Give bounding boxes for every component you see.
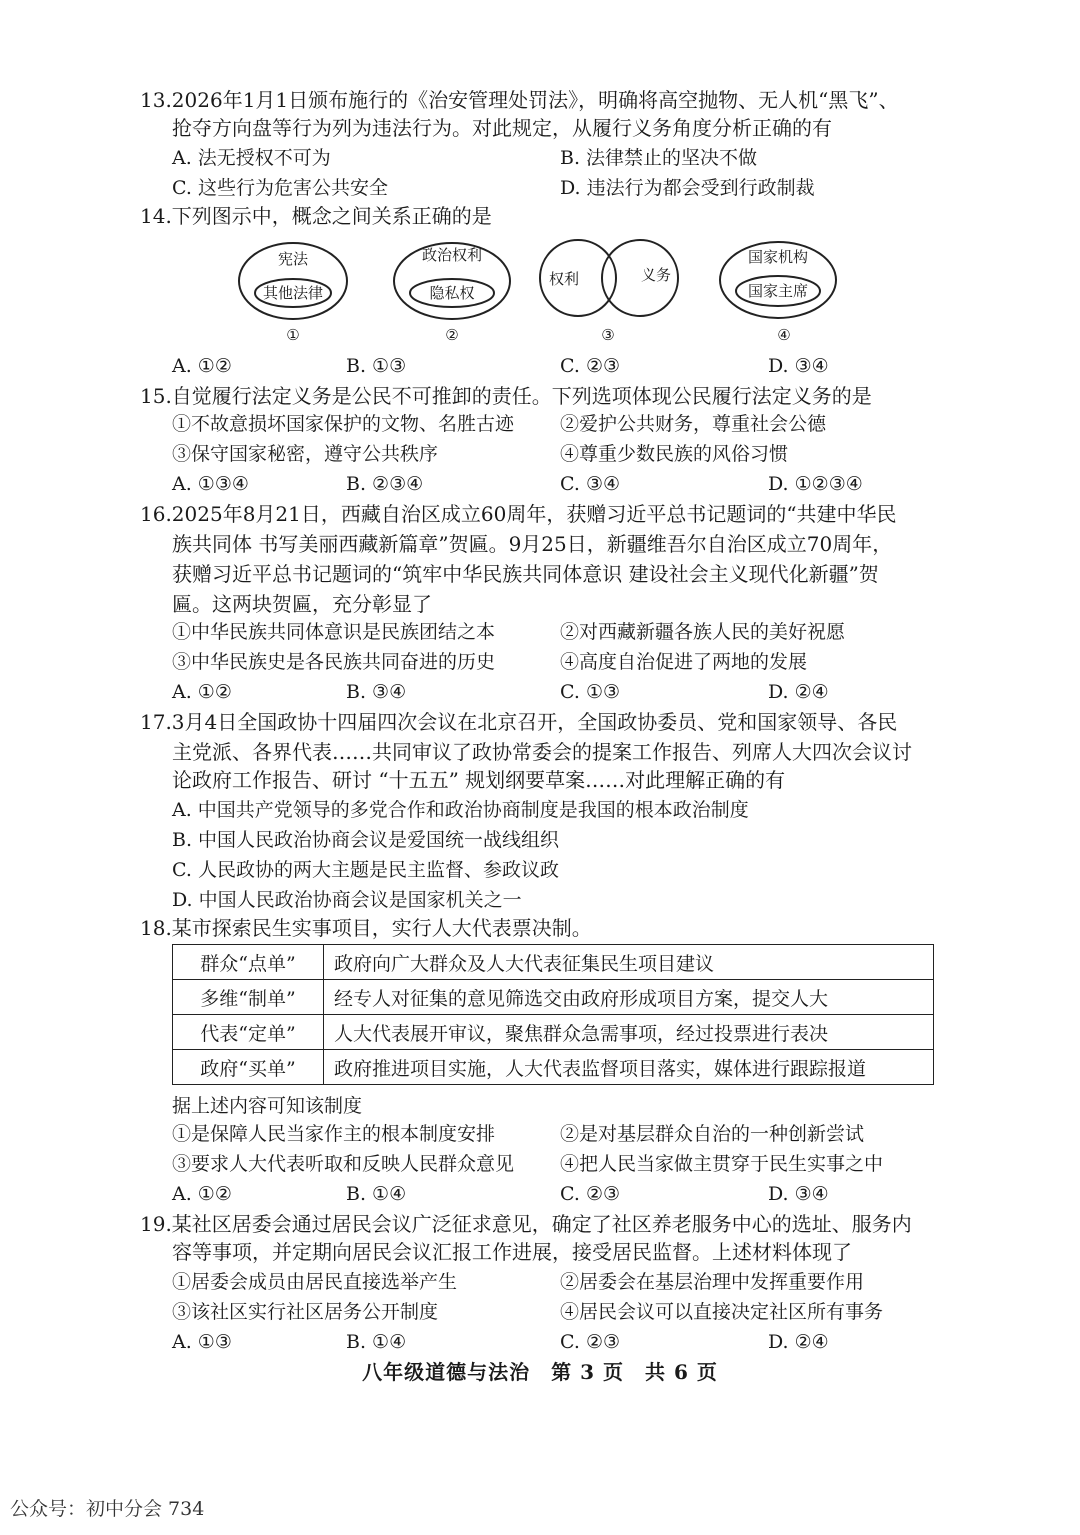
- d3-number: ③: [601, 326, 615, 344]
- q16-option-a: A. ①②: [172, 681, 232, 703]
- table-cell-key: 多维“制单”: [173, 980, 324, 1015]
- q17-stem-line2: 主党派、各界代表……共同审议了政协常委会的提案工作报告、列席人大四次会议讨: [172, 740, 912, 764]
- d4-outer-label: 国家机构: [747, 248, 809, 266]
- d4-inner-label: 国家主席: [747, 282, 809, 300]
- q13-option-a: A. 法无授权不可为: [172, 147, 331, 169]
- q16-option-c: C. ①③: [560, 681, 621, 703]
- table-row: [173, 945, 934, 980]
- q16-stem-line2: 族共同体 书写美丽西藏新篇章”贺匾。9月25日，新疆维吾尔自治区成立70周年，: [172, 532, 893, 556]
- d1-outer-label: 宪法: [277, 250, 309, 268]
- q18-option-d: D. ③④: [768, 1183, 829, 1205]
- q13-stem-line2: 抢夺方向盘等行为列为违法行为。对此规定，从履行义务角度分析正确的有: [172, 116, 832, 140]
- q18-statement-1: ①是保障人民当家作主的根本制度安排: [172, 1123, 496, 1145]
- q14-option-d: D. ③④: [768, 355, 829, 377]
- d3-left-label: 权利: [548, 270, 580, 288]
- q18-lead: 据上述内容可知该制度: [172, 1095, 363, 1117]
- page-footer: 八年级道德与法治 第 3 页 共 6 页: [362, 1360, 718, 1384]
- q16-statement-1: ①中华民族共同体意识是民族团结之本: [172, 621, 496, 643]
- q15-option-c: C. ③④: [560, 473, 621, 495]
- d1-number: ①: [286, 326, 300, 344]
- q16-option-d: D. ②④: [768, 681, 829, 703]
- q19-statement-3: ③该社区实行社区居务公开制度: [172, 1301, 439, 1323]
- d3-right-label: 义务: [640, 266, 672, 284]
- d2-outer-label: 政治权利: [421, 246, 483, 264]
- table-cell-key: 群众“点单”: [173, 945, 324, 980]
- table-row: [173, 1015, 934, 1050]
- q17-option-a: A. 中国共产党领导的多党合作和政治协商制度是我国的根本政治制度: [172, 799, 749, 821]
- q18-table: [172, 944, 934, 1085]
- q15-statement-4: ④尊重少数民族的风俗习惯: [560, 443, 789, 465]
- q18-option-a: A. ①②: [172, 1183, 232, 1205]
- d2-inner-label: 隐私权: [429, 284, 475, 302]
- q17-option-b: B. 中国人民政治协商会议是爱国统一战线组织: [172, 829, 560, 851]
- d1-inner-label: 其他法律: [262, 284, 324, 302]
- q14-option-c: C. ②③: [560, 355, 621, 377]
- q15-statement-1: ①不故意损坏国家保护的文物、名胜古迹: [172, 413, 515, 435]
- table-cell-value: 政府推进项目实施，人大代表监督项目落实，媒体进行跟踪报道: [324, 1050, 934, 1085]
- q15-statement-3: ③保守国家秘密，遵守公共秩序: [172, 443, 439, 465]
- q13-option-b: B. 法律禁止的坚决不做: [560, 147, 758, 169]
- q16-option-b: B. ③④: [346, 681, 407, 703]
- q13-stem-line1: 13.2026年1月1日颁布施行的《治安管理处罚法》，明确将高空抛物、无人机“黑飞”、: [140, 88, 899, 112]
- q17-stem-line3: 论政府工作报告、研讨 “十五五” 规划纲要草案……对此理解正确的有: [172, 768, 786, 792]
- table-cell-value: 人大代表展开审议，聚焦群众急需事项，经过投票进行表决: [324, 1015, 934, 1050]
- q15-statement-2: ②爱护公共财务，尊重社会公德: [560, 413, 827, 435]
- table-row: [173, 980, 934, 1015]
- d2-number: ②: [445, 326, 459, 344]
- q15-option-b: B. ②③④: [346, 473, 424, 495]
- q18-option-c: C. ②③: [560, 1183, 621, 1205]
- q17-stem-line1: 17.3月4日全国政协十四届四次会议在北京召开，全国政协委员、党和国家领导、各民: [140, 710, 898, 734]
- q16-statement-4: ④高度自治促进了两地的发展: [560, 651, 808, 673]
- q16-stem-line1: 16.2025年8月21日，西藏自治区成立60周年，获赠习近平总书记题词的“共建中华民: [140, 502, 897, 526]
- q14-option-a: A. ①②: [172, 355, 232, 377]
- table-cell-value: 政府向广大群众及人大代表征集民生项目建议: [324, 945, 934, 980]
- q18-statement-3: ③要求人大代表听取和反映人民群众意见: [172, 1153, 515, 1175]
- q18-statement-2: ②是对基层群众自治的一种创新尝试: [560, 1123, 865, 1145]
- q19-stem-line2: 容等事项，并定期向居民会议汇报工作进展，接受居民监督。上述材料体现了: [172, 1240, 852, 1264]
- q19-option-d: D. ②④: [768, 1331, 829, 1353]
- q17-option-d: D. 中国人民政治协商会议是国家机关之一: [172, 889, 522, 911]
- q18-option-b: B. ①④: [346, 1183, 407, 1205]
- q19-statement-2: ②居委会在基层治理中发挥重要作用: [560, 1271, 865, 1293]
- q15-stem: 15.自觉履行法定义务是公民不可推卸的责任。下列选项体现公民履行法定义务的是: [140, 384, 872, 408]
- q16-statement-3: ③中华民族史是各民族共同奋进的历史: [172, 651, 496, 673]
- q16-stem-line4: 匾。这两块贺匾，充分彰显了: [172, 592, 432, 616]
- q13-option-d: D. 违法行为都会受到行政制裁: [560, 177, 815, 199]
- q19-statement-4: ④居民会议可以直接决定社区所有事务: [560, 1301, 884, 1323]
- d4-number: ④: [777, 326, 791, 344]
- q14-option-b: B. ①③: [346, 355, 407, 377]
- q18-stem: 18.某市探索民生实事项目，实行人大代表票决制。: [140, 916, 592, 940]
- table-row: [173, 1050, 934, 1085]
- q19-option-a: A. ①③: [172, 1331, 232, 1353]
- q16-statement-2: ②对西藏新疆各族人民的美好祝愿: [560, 621, 846, 643]
- table-cell-key: 代表“定单”: [173, 1015, 324, 1050]
- q19-option-c: C. ②③: [560, 1331, 621, 1353]
- q19-stem-line1: 19.某社区居委会通过居民会议广泛征求意见，确定了社区养老服务中心的选址、服务内: [140, 1212, 912, 1236]
- q13-option-c: C. 这些行为危害公共安全: [172, 177, 388, 199]
- q18-statement-4: ④把人民当家做主贯穿于民生实事之中: [560, 1153, 884, 1175]
- q14-diagram-svg: [230, 236, 850, 346]
- source-caption: 公众号：初中分会 734: [10, 1498, 205, 1520]
- table-cell-key: 政府“买单”: [173, 1050, 324, 1085]
- table-cell-value: 经专人对征集的意见筛选交由政府形成项目方案，提交人大: [324, 980, 934, 1015]
- q15-option-a: A. ①③④: [172, 473, 249, 495]
- q19-statement-1: ①居委会成员由居民直接选举产生: [172, 1271, 458, 1293]
- q19-option-b: B. ①④: [346, 1331, 407, 1353]
- q14-diagrams: [230, 236, 850, 346]
- q14-stem: 14.下列图示中，概念之间关系正确的是: [140, 204, 492, 228]
- q17-option-c: C. 人民政协的两大主题是民主监督、参政议政: [172, 859, 559, 881]
- q16-stem-line3: 获赠习近平总书记题词的“筑牢中华民族共同体意识 建设社会主义现代化新疆”贺: [172, 562, 879, 586]
- q15-option-d: D. ①②③④: [768, 473, 863, 495]
